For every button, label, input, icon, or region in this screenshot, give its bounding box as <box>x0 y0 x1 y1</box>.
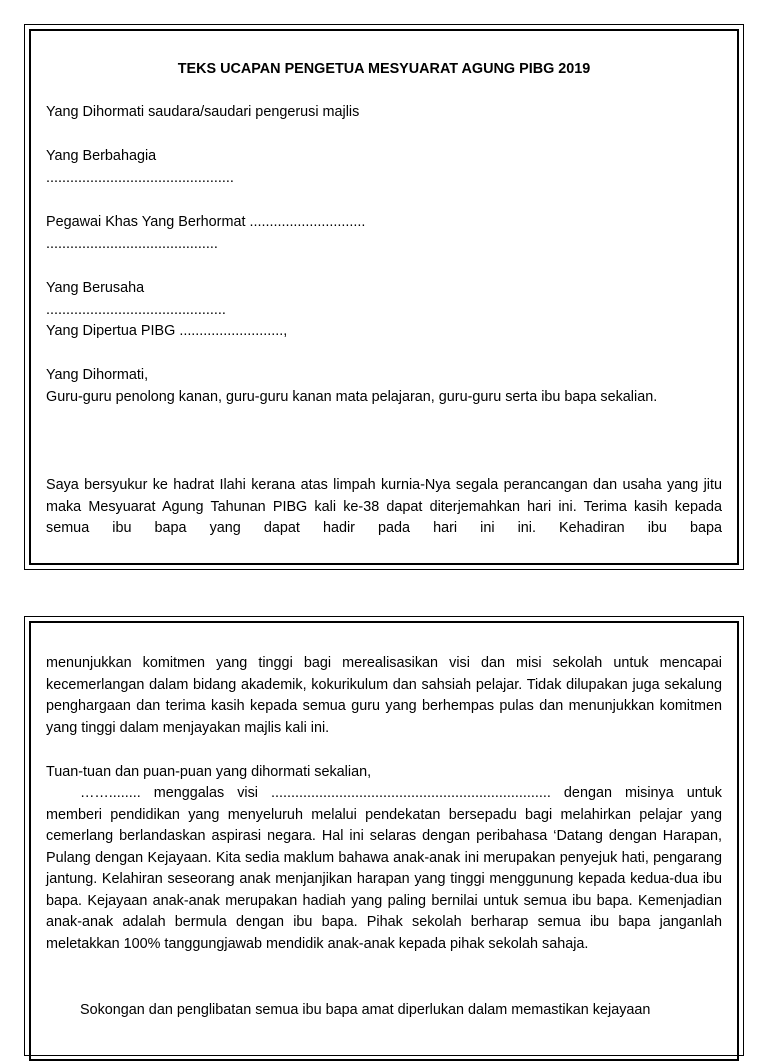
salutation-berbahagia-dots: ............................................... <box>46 170 234 186</box>
support-paragraph: Sokongan dan penglibatan semua ibu bapa amat diperlukan dalam memastikan kejayaan <box>80 1002 651 1018</box>
teachers-line: Guru-guru penolong kanan, guru-guru kanan mata pelajaran, guru-guru serta ibu bapa sekalian. <box>46 389 658 405</box>
document-page-1 <box>24 24 744 570</box>
document-title: TEKS UCAPAN PENGETUA MESYUARAT AGUNG PIBG 2019 <box>177 61 591 77</box>
salutation-chair: Yang Dihormati saudara/saudari pengerusi majlis <box>46 104 360 120</box>
salutation-berusaha-dots: ............................................. <box>46 302 226 318</box>
opening-paragraph: Saya bersyukur ke hadrat Ilahi kerana atas limpah kurnia-Nya segala perancangan dan usaha yang jitu maka Mesyuarat Agung Tahunan PIBG kali ke-38 dapat diterjemahkan hari ini. Terima kasih kepada semua ibu bapa yang dapat hadir pada hari ini ini. Kehadiran ibu bapa <box>46 477 722 536</box>
continuation-paragraph: menunjukkan komitmen yang tinggi bagi merealisasikan visi dan misi sekolah untuk mencapai kecemerlangan dalam bidang akademik, kokurikulum dan sahsiah pelajar. Tidak dilupakan juga sekalung penghargaan dan terima kasih kepada semua guru yang berhempas pulas dan menunjukkan komitmen yang tinggi dalam menjayakan majlis kali ini. <box>46 655 722 736</box>
salutation-pegawai-khas: Pegawai Khas Yang Berhormat ............................. <box>46 214 366 230</box>
page-2-border <box>29 621 739 1061</box>
salutation-dihormati: Yang Dihormati, <box>46 367 149 383</box>
salutation-pegawai-khas-dots: ........................................... <box>46 236 218 252</box>
salutation-berusaha: Yang Berusaha <box>46 280 145 296</box>
address-line: Tuan-tuan dan puan-puan yang dihormati sekalian, <box>46 764 372 780</box>
vision-paragraph: ……........ menggalas visi ...................................................................... dengan misinya untuk memberi pendidikan yang menyeluruh melalui pendekatan bersepadu bagi melahirkan pelajar yang cemerlang berlandaskan aspirasi negara. Hal ini selaras dengan peribahasa ‘Datang dengan Harapan, Pulang dengan Kejayaan. Kita sedia maklum bahawa anak-anak ini merupakan penyejuk hati, pengarang jantung. Kelahiran seseorang anak menjanjikan harapan yang tinggi menggunung kepada kedua-dua ibu bapa. Kejayaan anak-anak merupakan hadiah yang paling bernilai untuk semua ibu bapa. Kemenjadian anak-anak adalah bermula dengan ibu bapa. Pihak sekolah berharap semua ibu bapa janganlah meletakkan 100% tanggungjawab mendidik anak-anak kepada pihak sekolah sahaja. <box>46 785 722 952</box>
salutation-dipertua-pibg: Yang Dipertua PIBG .........................., <box>46 323 288 339</box>
salutation-berbahagia: Yang Berbahagia <box>46 148 157 164</box>
document-page-2 <box>24 616 744 1056</box>
page-1-border <box>29 29 739 565</box>
